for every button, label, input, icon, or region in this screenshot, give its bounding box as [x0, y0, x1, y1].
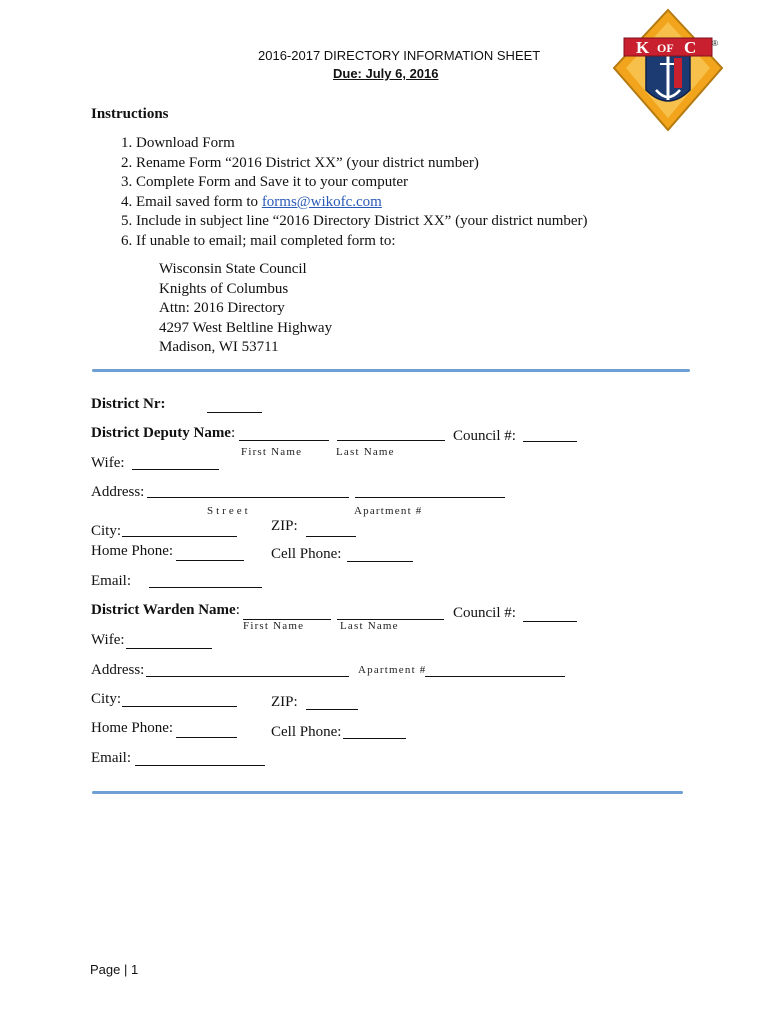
due-date: Due: July 6, 2016 — [333, 66, 439, 81]
email-link[interactable]: forms@wikofc.com — [261, 193, 382, 210]
deputy-first-name-hint: First Name — [241, 446, 303, 458]
kofc-logo — [612, 8, 724, 132]
address-line: 4297 West Beltline Highway — [159, 319, 333, 336]
sheet-title: 2016-2017 DIRECTORY INFORMATION SHEET — [258, 48, 541, 63]
logo-letters-of: OF — [657, 41, 674, 55]
warden-council-field[interactable] — [523, 621, 577, 622]
section-divider — [92, 369, 690, 372]
instructions-heading: Instructions — [91, 106, 169, 122]
address-line: Madison, WI 53711 — [159, 339, 279, 355]
instruction-step — [136, 193, 588, 213]
warden-city-field[interactable] — [122, 706, 237, 707]
deputy-name-label: District Deputy Name — [91, 425, 231, 441]
kofc-emblem-icon — [612, 8, 724, 132]
logo-letter-c: C — [684, 38, 697, 57]
deputy-wife-label: Wife: — [91, 455, 125, 471]
deputy-wife-field[interactable] — [132, 469, 219, 470]
page-number: Page | 1 — [90, 962, 139, 977]
deputy-last-name-field[interactable] — [337, 440, 445, 441]
deputy-cell-phone-label: Cell Phone: — [271, 546, 342, 562]
instruction-step: 6. If unable to email; mail completed form to: — [136, 232, 588, 252]
district-nr-field[interactable] — [207, 412, 262, 413]
warden-name-label-row — [91, 602, 240, 619]
warden-name-label: District Warden Name — [91, 602, 236, 618]
deputy-city-field[interactable] — [122, 536, 237, 537]
deputy-name-colon: : — [230, 425, 236, 441]
address-line: Attn: 2016 Directory — [159, 300, 285, 316]
warden-city-label: City: — [91, 691, 122, 707]
deputy-street-hint: Street — [207, 505, 251, 517]
warden-wife-label: Wife: — [91, 632, 125, 648]
deputy-last-name-hint: Last Name — [336, 446, 395, 458]
deputy-council-field[interactable] — [523, 441, 577, 442]
deputy-email-label: Email: — [91, 573, 131, 589]
deputy-first-name-field[interactable] — [239, 440, 329, 441]
deputy-zip-field[interactable] — [306, 536, 356, 537]
instruction-step: 5. Include in subject line “2016 Directory District XX” (your district number) — [136, 212, 588, 232]
deputy-street-field[interactable] — [147, 497, 349, 498]
deputy-name-label-row — [91, 425, 235, 442]
warden-zip-field[interactable] — [306, 709, 358, 710]
deputy-cell-phone-field[interactable] — [347, 561, 413, 562]
warden-home-phone-field[interactable] — [176, 737, 237, 738]
warden-zip-label: ZIP: — [271, 694, 298, 710]
warden-first-name-hint: First Name — [243, 620, 305, 632]
instruction-list — [110, 134, 588, 252]
district-nr-label: District Nr: — [91, 396, 166, 412]
deputy-home-phone-label: Home Phone: — [91, 543, 174, 559]
warden-wife-field[interactable] — [126, 648, 212, 649]
warden-cell-phone-field[interactable] — [343, 738, 406, 739]
address-line: Wisconsin State Council — [159, 261, 307, 277]
address-line: Knights of Columbus — [159, 280, 289, 297]
warden-email-label: Email: — [91, 750, 131, 766]
warden-apartment-field[interactable] — [425, 676, 565, 677]
mailing-address — [159, 260, 332, 358]
deputy-email-field[interactable] — [149, 587, 262, 588]
deputy-apartment-hint: Apartment # — [354, 505, 423, 517]
warden-council-label: Council #: — [453, 605, 516, 621]
instruction-step: 2. Rename Form “2016 District XX” (your district number) — [136, 154, 588, 174]
warden-home-phone-label: Home Phone: — [91, 720, 174, 736]
section-divider — [92, 791, 683, 794]
deputy-city-label: City: — [91, 523, 122, 539]
deputy-address-label: Address: — [91, 484, 145, 500]
warden-address-label: Address: — [91, 662, 145, 678]
warden-cell-phone-label: Cell Phone: — [271, 724, 342, 740]
warden-email-field[interactable] — [135, 765, 265, 766]
registered-mark: ® — [712, 39, 718, 48]
warden-apartment-hint: Apartment # — [358, 664, 427, 676]
logo-letter-k: K — [636, 38, 650, 57]
warden-street-field[interactable] — [146, 676, 349, 677]
warden-name-colon: : — [235, 602, 240, 618]
deputy-council-label: Council #: — [453, 428, 516, 444]
deputy-home-phone-field[interactable] — [176, 560, 244, 561]
warden-last-name-hint: Last Name — [340, 620, 399, 632]
instruction-step-text: Email saved form to — [136, 193, 262, 210]
instruction-step: 3. Complete Form and Save it to your computer — [136, 173, 588, 193]
instruction-step: 1. Download Form — [136, 134, 588, 154]
deputy-zip-label: ZIP: — [271, 518, 298, 534]
deputy-apartment-field[interactable] — [355, 497, 505, 498]
